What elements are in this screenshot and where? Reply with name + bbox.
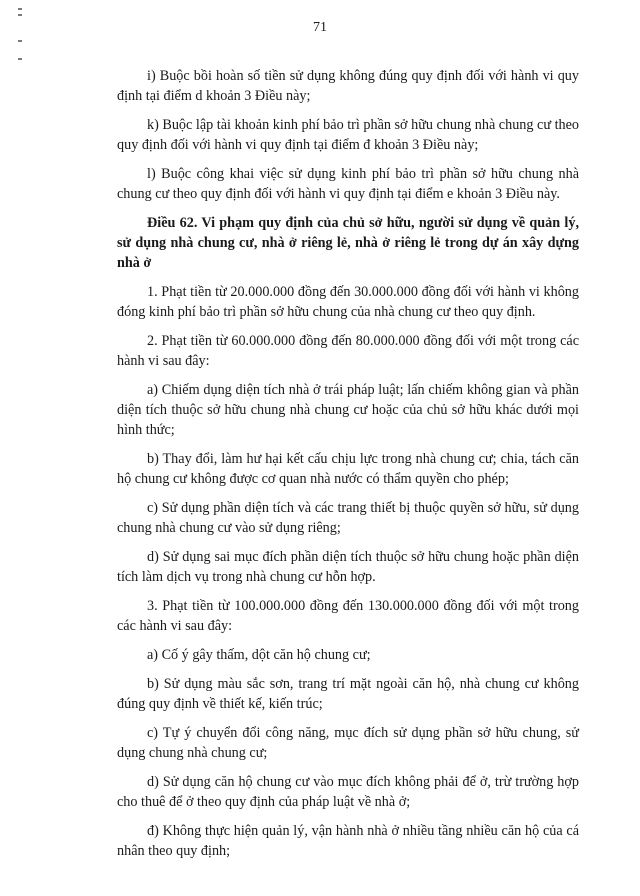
section-3: 3. Phạt tiền từ 100.000.000 đồng đến 130.000.000 đồng đối với một trong các hành vi sau đây:: [117, 598, 579, 634]
clause-i: i) Buộc bồi hoàn số tiền sử dụng không đúng quy định đối với hành vi quy định tại điểm d khoản 3 Điều này;: [117, 68, 579, 104]
section-2-point-a: a) Chiếm dụng diện tích nhà ở trái pháp luật; lấn chiếm không gian và phần diện tích thuộc sở hữu chung nhà chung cư hoặc của chủ sở hữu khác dưới mọi hình thức;: [117, 382, 579, 438]
margin-mark: [18, 14, 22, 16]
page-number: 71: [313, 20, 327, 35]
section-2: 2. Phạt tiền từ 60.000.000 đồng đến 80.000.000 đồng đối với một trong các hành vi sau đây:: [117, 333, 579, 369]
clause-k: k) Buộc lập tài khoản kinh phí bảo trì phần sở hữu chung nhà chung cư theo quy định đối với hành vi quy định tại điểm đ khoản 3 Điều này;: [117, 117, 579, 153]
margin-mark: [18, 58, 22, 60]
section-2-point-b: b) Thay đổi, làm hư hại kết cấu chịu lực trong nhà chung cư; chia, tách căn hộ chung cư không được cơ quan nhà nước có thẩm quyền cho phép;: [117, 451, 579, 487]
article-62-heading: Điều 62. Vi phạm quy định của chủ sở hữu, người sử dụng về quản lý, sử dụng nhà chung cư, nhà ở riêng lẻ, nhà ở riêng lẻ trong dự án xây dựng nhà ở: [117, 215, 579, 271]
section-2-point-c: c) Sử dụng phần diện tích và các trang thiết bị thuộc quyền sở hữu, sử dụng chung nhà chung cư vào sử dụng riêng;: [117, 500, 579, 536]
clause-l: l) Buộc công khai việc sử dụng kinh phí bảo trì phần sở hữu chung nhà chung cư theo quy định đối với hành vi quy định tại điểm e khoản 3 Điều này.: [117, 166, 579, 202]
margin-mark: [18, 8, 22, 10]
section-3-point-b: b) Sử dụng màu sắc sơn, trang trí mặt ngoài căn hộ, nhà chung cư không đúng quy định về thiết kế, kiến trúc;: [117, 676, 579, 712]
section-3-point-d: d) Sử dụng căn hộ chung cư vào mục đích không phải để ở, trừ trường hợp cho thuê để ở theo quy định của pháp luật về nhà ở;: [117, 774, 579, 810]
document-body: [117, 66, 579, 870]
margin-mark: [18, 40, 22, 42]
section-3-point-a: a) Cố ý gây thấm, dột căn hộ chung cư;: [147, 647, 371, 663]
section-3-point-c: c) Tự ý chuyển đổi công năng, mục đích sử dụng phần sở hữu chung, sử dụng chung nhà chung cư;: [117, 725, 579, 761]
section-2-point-d: d) Sử dụng sai mục đích phần diện tích thuộc sở hữu chung hoặc phần diện tích làm dịch vụ trong nhà chung cư hỗn hợp.: [117, 549, 579, 585]
section-1: 1. Phạt tiền từ 20.000.000 đồng đến 30.000.000 đồng đối với hành vi không đóng kinh phí bảo trì phần sở hữu chung của nhà chung cư theo quy định.: [117, 284, 579, 320]
section-3-point-dd: đ) Không thực hiện quản lý, vận hành nhà ở nhiều tầng nhiều căn hộ của cá nhân theo quy định;: [117, 823, 579, 859]
